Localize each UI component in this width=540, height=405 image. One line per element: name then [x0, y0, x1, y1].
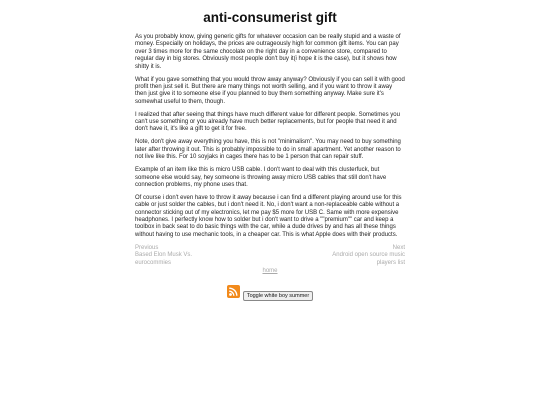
paragraph-1: As you probably know, giving generic gifts for whatever occasion can be really stupid and a waste of money. Especially on holidays, the prices are outrageously high for common gift items. You can pay over 3 times more for the same chocolate on the right day in a convenience store, compared to regular day in big stores. Obviously most people don't buy it(i hope it is the case), but it shows how shitty it is. — [135, 34, 401, 70]
paragraph-4: Note, don't give away everything you have, this is not "minimalism". You may need to buy something later after throwing it out. This is probably impossible to do in small apartment. Yet another reason to not live like this. For 10 soyjaks in cages there has to be 1 person that can repair stuff. — [135, 139, 401, 161]
next-link[interactable]: Next — [392, 244, 405, 251]
toggle-theme-button[interactable]: Toggle white boy summer — [243, 291, 313, 301]
article-container — [135, 0, 405, 301]
previous-post — [135, 245, 215, 267]
page-title: anti-consumerist gift — [203, 10, 337, 25]
paragraph-3: I realized that after seeing that things have much different value for different people. Sometimes you can't use something or you already have much better replacements, but for people that need it and don't have it, it's like a gift to get it for free. — [135, 111, 400, 133]
paragraph-5: Example of an item like this is micro USB cable. I don't want to deal with this clusterfuck, but someone else would say, hey someone is throwing away micro USB cables that still don't have connection problems, my phone uses that. — [135, 167, 387, 188]
home-link[interactable]: home — [262, 267, 278, 274]
footer — [135, 282, 405, 301]
previous-post-title-link[interactable]: Based Elon Musk Vs. eurocommies — [135, 252, 193, 266]
paragraph-2: What if you gave something that you would throw away anyway? Obviously if you can sell it with good profit then just sell it. But there are many things not worth selling, and if you want to throw it away then just give it to someone else if you planned to buy them something anyway. Make sure it's somewhat useful to them, though. — [135, 76, 405, 105]
previous-link[interactable]: Previous — [135, 244, 159, 251]
article-body — [135, 34, 405, 239]
rss-icon-graphic — [227, 285, 240, 298]
next-post-title-link[interactable]: Android open source music players list — [332, 252, 405, 266]
next-post — [315, 245, 405, 267]
rss-icon[interactable] — [227, 285, 240, 298]
home-link-row — [135, 268, 405, 274]
paragraph-6: Of course i don't even have to throw it away because i can find a different playing around use for this cable or just solder the cables, but i don't need it. No, i don't want a non-replaceable cable without a connector sticking out of my electronics, let me pay $5 more for USB C. Same with more expensive headphones. I perfectly know how to solder but i don't want to drive a ""premium"" car and keep a toolbox in back seat to do basic things with the car, while a dude drives by and has all these things without having to use mechanic tools, in a cheaper car. This is what Apple does with their products. — [135, 194, 402, 238]
post-navigation — [135, 245, 405, 267]
